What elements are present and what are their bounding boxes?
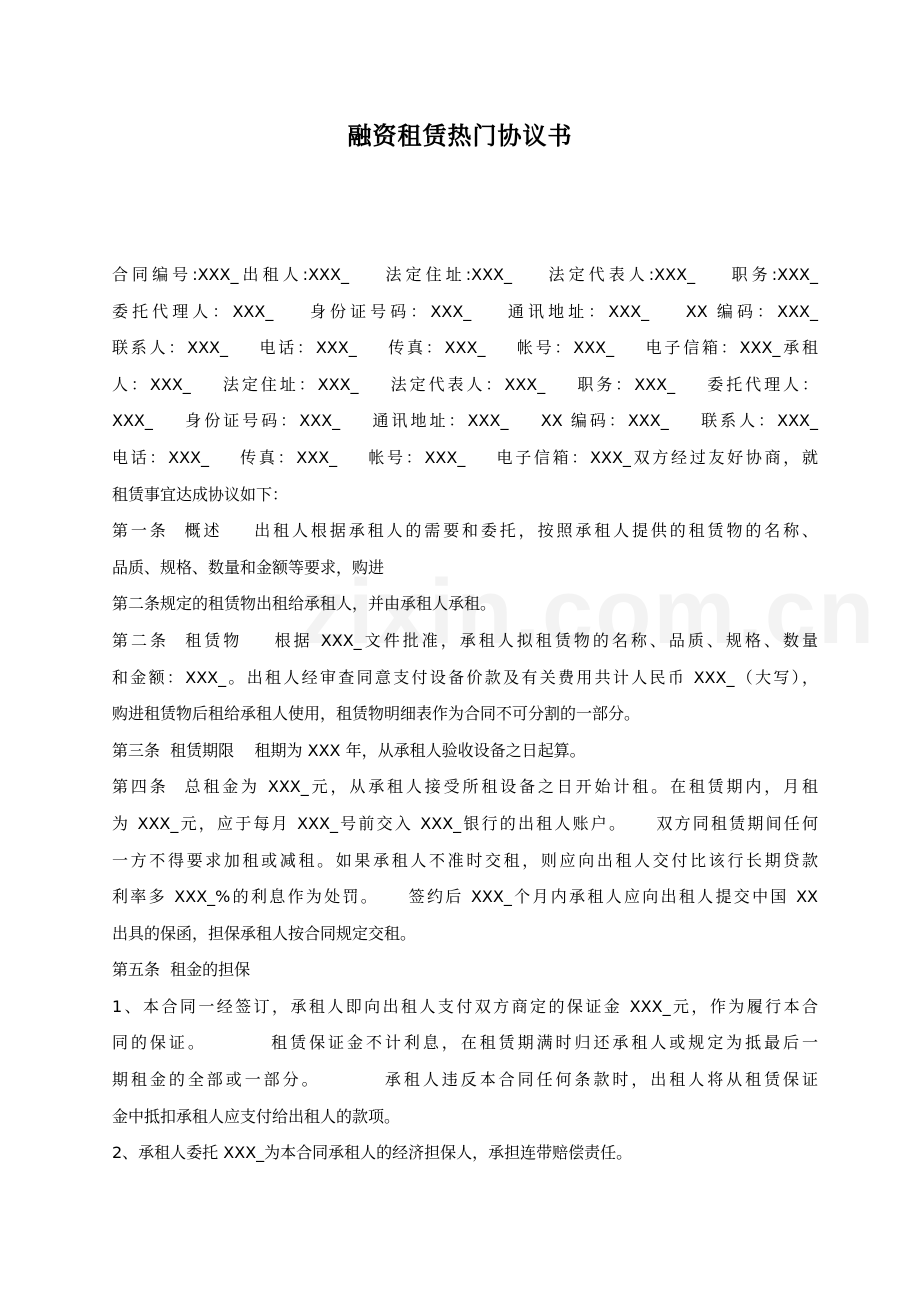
text-line: 一方不得要求加租或减租。如果承租人不准时交租，则应向出租人交付比该行长期贷款	[112, 850, 818, 870]
text-line: XXX_ 身份证号码：XXX_ 通讯地址：XXX_ XX 编码：XXX_ 联系人：XXX_	[112, 411, 818, 431]
text-line: 购进租赁物后租给承租人使用，租赁物明细表作为合同不可分割的一部分。	[112, 704, 641, 724]
text-line: 电话：XXX_ 传真：XXX_ 帐号：XXX_ 电子信箱：XXX_双方经过友好协商，就	[112, 447, 818, 467]
document-body	[112, 257, 818, 1172]
text-line: 第二条 租赁物 根据 XXX_文件批准，承租人拟租赁物的名称、品质、规格、数量	[112, 630, 818, 650]
text-line: 同的保证。 租赁保证金不计利息，在租赁期满时归还承租人或规定为抵最后一	[112, 1033, 818, 1053]
text-line: 期租金的全部或一部分。 承租人违反本合同任何条款时，出租人将从租赁保证	[112, 1070, 818, 1090]
text-line: 为 XXX_元，应于每月 XXX_号前交入 XXX_银行的出租人账户。 双方同租赁期间任何	[112, 813, 818, 833]
text-line: 第三条 租赁期限 租期为 XXX 年，从承租人验收设备之日起算。	[112, 740, 586, 760]
text-line: 金中抵扣承租人应支付给出租人的款项。	[112, 1106, 401, 1126]
text-line: 2、承租人委托 XXX_为本合同承租人的经济担保人，承担连带赔偿责任。	[112, 1143, 633, 1163]
text-line: 委托代理人：XXX_ 身份证号码：XXX_ 通讯地址：XXX_ XX 编码：XXX_	[112, 301, 818, 321]
text-line: 第五条 租金的担保	[112, 960, 251, 980]
text-line: 人：XXX_ 法定住址：XXX_ 法定代表人：XXX_ 职务：XXX_ 委托代理人：	[112, 374, 818, 394]
text-line: 租赁事宜达成协议如下：	[112, 484, 289, 504]
text-line: 出具的保函，担保承租人按合同规定交租。	[112, 923, 417, 943]
text-line: 第四条 总租金为 XXX_元，从承租人接受所租设备之日开始计租。在租赁期内，月租	[112, 777, 818, 797]
document-title: 融资租赁热门协议书	[347, 122, 573, 150]
text-line: 第一条 概述 出租人根据承租人的需要和委托，按照承租人提供的租赁物的名称、	[112, 521, 818, 541]
text-line: 利率多 XXX_%的利息作为处罚。 签约后 XXX_个月内承租人应向出租人提交中国 XX	[112, 887, 818, 907]
text-line: 品质、规格、数量和金额等要求，购进	[112, 557, 385, 577]
text-line: 联系人：XXX_ 电话：XXX_ 传真：XXX_ 帐号：XXX_ 电子信箱：XXX_承租	[112, 338, 818, 358]
text-line: 第二条规定的租赁物出租给承租人，并由承租人承租。	[112, 594, 497, 614]
text-line: 合同编号:XXX_出租人:XXX_ 法定住址:XXX_ 法定代表人:XXX_ 职务:XXX_	[112, 265, 818, 284]
text-line: 1、本合同一经签订，承租人即向出租人支付双方商定的保证金 XXX_元，作为履行本合	[112, 996, 818, 1016]
text-line: 和金额：XXX_。出租人经审查同意支付设备价款及有关费用共计人民币 XXX_（大写），	[112, 667, 818, 687]
